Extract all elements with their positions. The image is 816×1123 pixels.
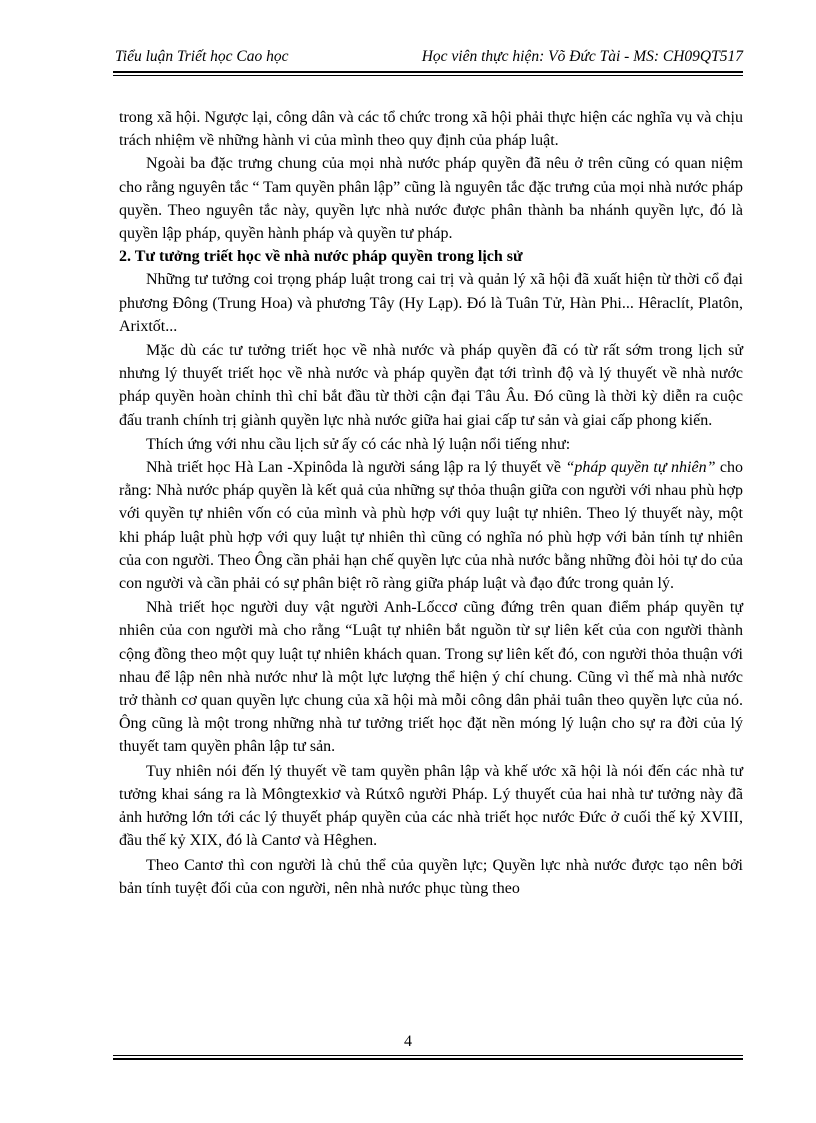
- document-body: [119, 106, 743, 900]
- paragraph-6-text-a: Nhà triết học Hà Lan -Xpinôda là người sáng lập ra lý thuyết về: [146, 459, 566, 477]
- paragraph-7: Nhà triết học người duy vật người Anh-Lốccơ cũng đứng trên quan điểm pháp quyền tự nhiên của con người mà cho rằng “Luật tự nhiên bắt nguồn từ sự liên kết của con người thành cộng đồng theo một quy luật tự nhiên khách quan. Trong sự liên kết đó, con người thỏa thuận với nhau để lập nên nhà nước như là một lực lượng thể hiện ý chí chung. Cũng vì thế mà nhà nước trở thành cơ quan quyền lực chung của xã hội mà mỗi công dân phải tuân theo quyền lực của nó. Ông cũng là một trong những nhà tư tưởng triết học đặt nền móng lý luận cho sự ra đời của lý thuyết tam quyền phân lập tư sản.: [119, 599, 743, 756]
- section-heading: 2. Tư tưởng triết học về nhà nước pháp quyền trong lịch sử: [119, 248, 523, 266]
- header-left: Tiểu luận Triết học Cao học: [115, 48, 289, 65]
- paragraph-6-text-b: cho rằng: Nhà nước pháp quyền là kết quả của những sự thỏa thuận giữa con người với nhau phù hợp với quyền tự nhiên vốn có của mình và phù hợp với quy luật tự nhiên. Theo lý thuyết này, một khi pháp luật phù hợp với quy luật tự nhiên thì cũng có nghĩa nó phù hợp với bản tính tự nhiên của con người. Theo Ông cần phải hạn chế quyền lực của nhà nước bằng những đòi hỏi tự do của con người và cần phải có sự phân biệt rõ ràng giữa pháp luật và đạo đức trong quản lý.: [119, 459, 744, 593]
- header-right: Học viên thực hiện: Võ Đức Tài - MS: CH09QT517: [421, 48, 743, 65]
- paragraph-1: trong xã hội. Ngược lại, công dân và các tổ chức trong xã hội phải thực hiện các nghĩa vụ và chịu trách nhiệm về những hành vi của mình theo quy định của pháp luật.: [119, 109, 743, 150]
- paragraph-8: Tuy nhiên nói đến lý thuyết về tam quyền phân lập và khế ước xã hội là nói đến các nhà tư tưởng khai sáng ra là Môngtexkiơ và Rútxô người Pháp. Lý thuyết của hai nhà tư tưởng này đã ảnh hưởng lớn tới các lý thuyết pháp quyền của các nhà triết học nước Đức ở cuối thế kỷ XVIII, đầu thế kỷ XIX, đó là Cantơ và Hêghen.: [119, 762, 743, 850]
- page-header: [113, 46, 743, 70]
- paragraph-4: Mặc dù các tư tưởng triết học về nhà nước và pháp quyền đã có từ rất sớm trong lịch sử nhưng lý thuyết triết học về nhà nước và pháp quyền đạt tới trình độ và lý thuyết về nhà nước pháp quyền hoàn chỉnh thì chỉ bắt đầu từ thời cận đại Tâu Âu. Đó cũng là thời kỳ diễn ra cuộc đấu tranh chính trị giành quyền lực nhà nước giữa hai giai cấp tư sản và giai cấp phong kiến.: [119, 342, 743, 429]
- header-rule-thick: [113, 71, 743, 73]
- paragraph-3: Những tư tưởng coi trọng pháp luật trong cai trị và quản lý xã hội đã xuất hiện từ thời cổ đại phương Đông (Trung Hoa) và phương Tây (Hy Lạp). Đó là Tuân Tử, Hàn Phi... Hêraclít, Platôn, Arixtốt...: [119, 271, 743, 335]
- paragraph-6-italic-term: “pháp quyền tự nhiên”: [565, 459, 716, 477]
- paragraph-9: Theo Cantơ thì con người là chủ thể của quyền lực; Quyền lực nhà nước được tạo nên bởi bản tính tuyệt đối của con người, nên nhà nước phục tùng theo: [119, 856, 743, 897]
- page-number: 4: [404, 1033, 412, 1050]
- paragraph-6: [119, 456, 743, 595]
- footer-rule-thin: [113, 1055, 743, 1056]
- header-rule-thin: [113, 75, 743, 76]
- paragraph-2: Ngoài ba đặc trưng chung của mọi nhà nước pháp quyền đã nêu ở trên cũng có quan niệm cho rằng nguyên tắc “ Tam quyền phân lập” cũng là nguyên tắc đặc trưng của mọi nhà nước pháp quyền. Theo nguyên tắc này, quyền lực nhà nước được phân thành ba nhánh quyền lực, đó là quyền lập pháp, quyền hành pháp và quyền tư pháp.: [119, 155, 743, 243]
- footer-rule-thick: [113, 1058, 743, 1060]
- paragraph-5: Thích ứng với nhu cầu lịch sử ấy có các nhà lý luận nổi tiếng như:: [146, 435, 571, 453]
